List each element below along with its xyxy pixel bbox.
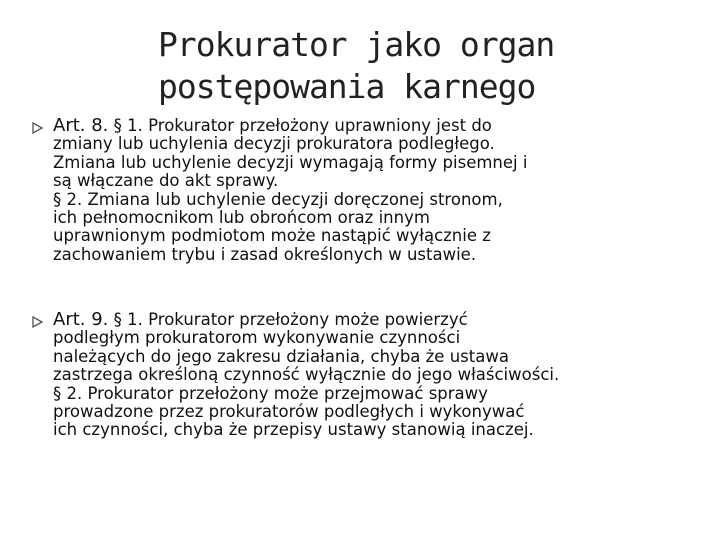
article-8-line: zmiany lub uchylenia decyzji prokuratora podległego. bbox=[53, 134, 495, 154]
article-label: Art. 9. bbox=[53, 309, 109, 330]
article-9 bbox=[53, 311, 693, 440]
article-9-line: prowadzone przez prokuratorów podległych i wykonywać bbox=[53, 402, 525, 422]
article-9-line: Art. 9. § 1. Prokurator przełożony może powierzyć bbox=[53, 309, 468, 330]
bullet-icon bbox=[31, 316, 43, 328]
title-line-2: postępowania karnego bbox=[158, 67, 536, 106]
bullet-icon bbox=[31, 122, 43, 134]
article-9-line: ich czynności, chyba że przepisy ustawy stanowią inaczej. bbox=[53, 420, 534, 440]
article-label: Art. 8. bbox=[53, 115, 109, 136]
article-8-line: Zmiana lub uchylenie decyzji wymagają formy pisemnej i bbox=[53, 152, 528, 172]
title-line-1: Prokurator jako organ bbox=[158, 25, 555, 64]
article-8-line: Art. 8. § 1. Prokurator przełożony uprawniony jest do bbox=[53, 115, 492, 136]
article-8-line: są włączane do akt sprawy. bbox=[53, 171, 279, 191]
article-9-line: zastrzega określoną czynność wyłącznie do jego właściwości. bbox=[53, 365, 560, 385]
article-9-line: należących do jego zakresu działania, chyba że ustawa bbox=[53, 346, 509, 366]
article-8-line: § 2. Zmiana lub uchylenie decyzji doręczonej stronom, bbox=[53, 189, 503, 209]
article-8-line: zachowaniem trybu i zasad określonych w ustawie. bbox=[53, 244, 477, 264]
article-9-line: podległym prokuratorom wykonywanie czynności bbox=[53, 328, 461, 348]
article-8-line: uprawnionym podmiotom może nastąpić wyłącznie z bbox=[53, 226, 491, 246]
article-8-line: ich pełnomocnikom lub obrońcom oraz innym bbox=[53, 208, 430, 228]
slide-title bbox=[158, 24, 698, 108]
article-8 bbox=[53, 117, 693, 264]
article-9-line: § 2. Prokurator przełożony może przejmować sprawy bbox=[53, 383, 488, 403]
